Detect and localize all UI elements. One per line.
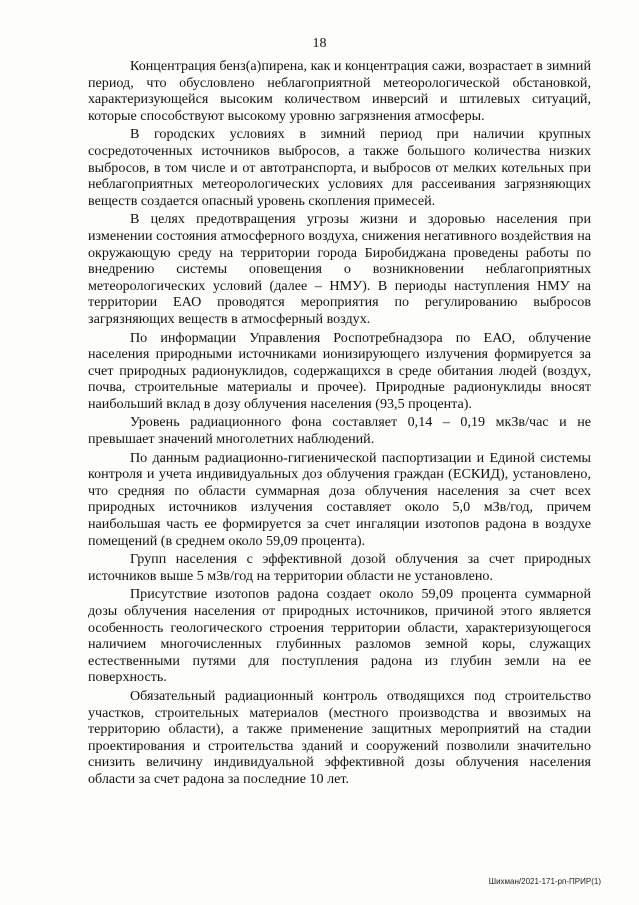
paragraph-population-groups: Групп населения с эффективной дозой облучения за счет природных источников выше 5 мЗв/год на территории области не установлено. — [88, 551, 591, 584]
paragraph-radiation-background: Уровень радиационного фона составляет 0,14 – 0,19 мкЗв/час и не превышает значений многолетних наблюдений. — [88, 414, 591, 448]
paragraph-radon-presence: Присутствие изотопов радона создает около 59,09 процента суммарной дозы облучения населения от природных источников, причиной этого является особенность геологического строения территории области, характеризующегося наличием многочисленных глубинных разломов земной коры, служащих естественными путями для поступления радона из глубин земли на ее поверхность. — [88, 586, 591, 686]
paragraph-natural-radiation: По информации Управления Роспотребнадзора по ЕАО, облучение населения природными источниками ионизирующего излучения формируется за счет природных радионуклидов, содержащихся в среде обитания людей (воздух, почва, строительные материалы и прочее). Природные радионуклиды вносят наибольший вклад в дозу облучения населения (93,5 процента). — [88, 329, 591, 412]
paragraph-winter-emissions: В городских условиях в зимний период при наличии крупных сосредоточенных источников выбросов, а также большого количества низких выбросов, в том числе и от автотранспорта, и выбросов от мелких котельных при неблагоприятных метеорологических условиях для рассеивания загрязняющих веществ создается опасный уровень скопления примесей. — [88, 126, 591, 209]
document-body — [88, 58, 591, 790]
paragraph-benzapyrene: Концентрация бенз(а)пирена, как и концентрация сажи, возрастает в зимний период, что обусловлено неблагоприятной метеорологической обстановкой, характеризующейся высоким количеством инверсий и штилевых ситуаций, которые способствуют высокому уровню загрязнения атмосферы. — [88, 58, 591, 124]
paragraph-nmu-warning-system: В целях предотвращения угрозы жизни и здоровью населения при изменении состояния атмосферного воздуха, снижения негативного воздействия на окружающую среду на территории города Биробиджана проведены работы по внедрению системы оповещения о возникновении неблагоприятных метеорологических условий (далее – НМУ). В периоды наступления НМУ на территории ЕАО проводятся мероприятия по регулированию выбросов загрязняющих веществ в атмосферный воздух. — [88, 211, 591, 327]
paragraph-radiation-control: Обязательный радиационный контроль отводящихся под строительство участков, строительных материалов (местного производства и ввозимых на территорию области), а также применение защитных мероприятий на стадии проектирования и строительства зданий и сооружений позволили значительно снизить величину индивидуальной эффективной дозы облучения населения области за счет радона за последние 10 лет. — [88, 687, 591, 787]
paragraph-eskid-dose: По данным радиационно-гигиенической паспортизации и Единой системы контроля и учета индивидуальных доз облучения граждан (ЕСКИД), установлено, что средняя по области суммарная доза облучения населения за счет всех природных источников излучения составляет около 5,0 мЗв/год, причем наибольшая часть ее формируется за счет ингаляции изотопов радона в воздухе помещений (в среднем около 59,09 процента). — [88, 449, 591, 549]
page-number: 18 — [312, 36, 327, 51]
document-footer-code: Шихман/2021-171-рп-ПРИР(1) — [488, 877, 601, 886]
